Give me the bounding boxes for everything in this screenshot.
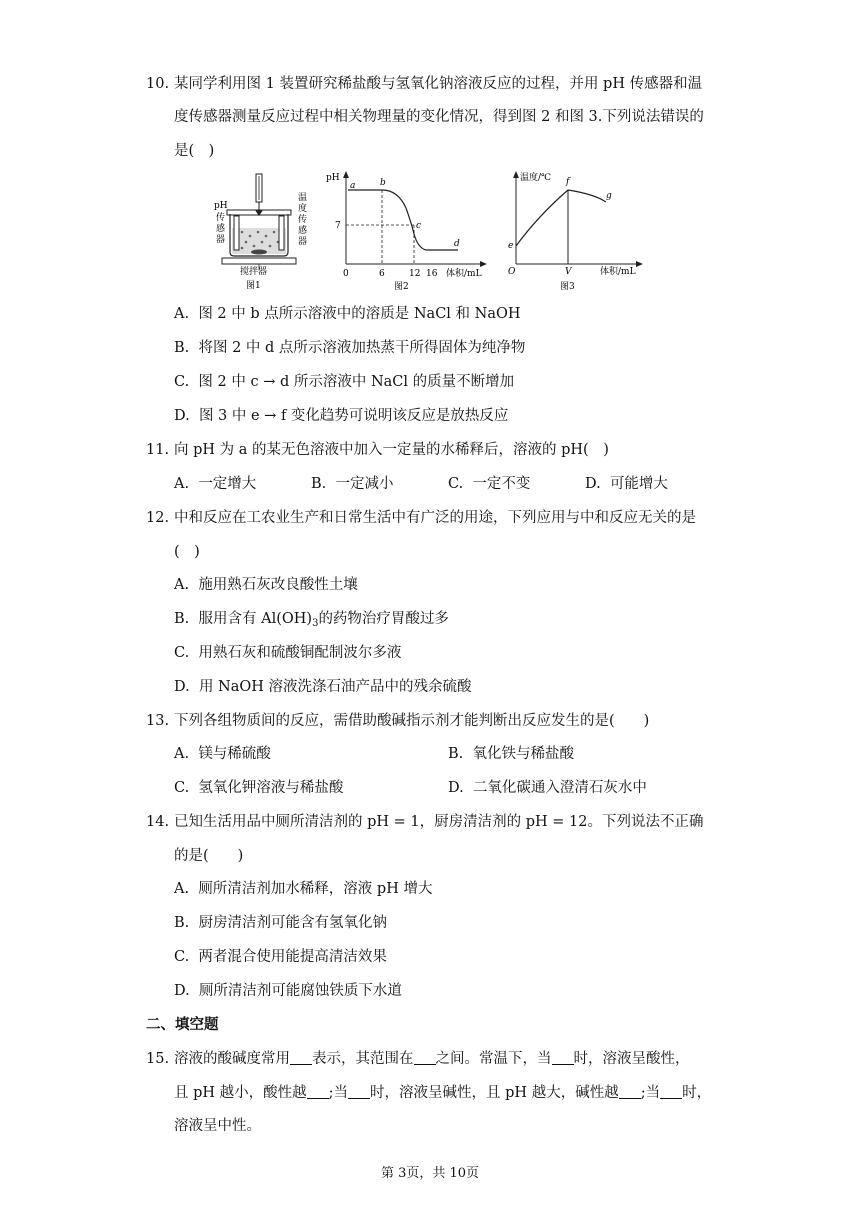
question-11-text: 向 pH 为 a 的某无色溶液中加入一定量的水稀释后，溶液的 pH( ) (174, 442, 609, 458)
svg-text:16: 16 (426, 269, 438, 279)
svg-text:0: 0 (343, 269, 349, 279)
option-c[interactable]: C. 一定不变 (448, 476, 531, 492)
question-15-text-line-3: 溶液呈中性。 (174, 1118, 261, 1134)
question-13-text: 下列各组物质间的反应，需借助酸碱指示剂才能判断出反应发生的是( ) (174, 713, 650, 729)
fig3-y-label: 温度/℃ (520, 173, 552, 183)
point-e: e (508, 241, 514, 251)
ph-sensor-label: pH (214, 201, 228, 211)
option-d[interactable]: D. 可能增大 (585, 476, 668, 492)
question-10-text-line-2: 度传感器测量反应过程中相关物理量的变化情况，得到图 2 和图 3.下列说法错误的 (174, 109, 704, 125)
answer-blank[interactable] (307, 1084, 329, 1099)
option-d[interactable]: D. 图 3 中 e → f 变化趋势可说明该反应是放热反应 (174, 408, 509, 424)
fig2-y-label: pH (326, 173, 340, 183)
option-b[interactable]: B. 服用含有 $Al(OH)_3$的药物治疗胃酸过多 (174, 611, 449, 629)
page-footer: 第 3页，共 10页 (380, 1166, 480, 1181)
point-a: a (350, 181, 356, 191)
question-12-text-line-1: 中和反应在工农业生产和日常生活中有广泛的用途，下列应用与中和反应无关的是 (174, 510, 696, 526)
option-b[interactable]: B. 一定减小 (311, 476, 394, 492)
answer-blank[interactable] (414, 1050, 436, 1065)
option-c[interactable]: C. 图 2 中 c → d 所示溶液中 NaCl 的质量不断增加 (174, 374, 515, 390)
option-a[interactable]: A. 一定增大 (174, 476, 257, 492)
answer-blank[interactable] (660, 1084, 682, 1099)
figure-3-temperature-curve (502, 168, 650, 292)
question-number: 12. (146, 510, 170, 526)
point-g: g (606, 191, 612, 201)
svg-text:感: 感 (216, 224, 226, 234)
svg-text:传: 传 (216, 213, 226, 223)
svg-text:器: 器 (216, 235, 226, 245)
option-d[interactable]: D. 厕所清洁剂可能腐蚀铁质下水道 (174, 983, 402, 999)
option-c[interactable]: C. 两者混合使用能提高清洁效果 (174, 949, 387, 965)
svg-text:度: 度 (298, 204, 308, 214)
point-d: d (454, 239, 460, 249)
answer-blank[interactable] (290, 1050, 312, 1065)
question-number: 15. (146, 1051, 170, 1067)
answer-blank[interactable] (619, 1084, 641, 1099)
answer-blank[interactable] (348, 1084, 370, 1099)
option-c[interactable]: C. 氢氧化钾溶液与稀盐酸 (174, 780, 344, 796)
point-c: c (416, 221, 422, 231)
answer-blank[interactable] (552, 1050, 574, 1065)
question-15-text-line-2: 且 pH 越小，酸性越 ;当 时，溶液呈碱性，且 pH 越大，碱性越 ;当 时， (174, 1085, 712, 1101)
figure-1-apparatus (212, 170, 312, 292)
option-c[interactable]: C. 用熟石灰和硫酸铜配制波尔多液 (174, 645, 402, 661)
option-b[interactable]: B. 厨房清洁剂可能含有氢氧化钠 (174, 915, 387, 931)
point-f: f (566, 177, 570, 187)
fig3-x-tick: V (565, 267, 572, 277)
option-b[interactable]: B. 氧化铁与稀盐酸 (448, 746, 574, 762)
question-number: 14. (146, 814, 170, 830)
stirrer-label: 搅拌器 (240, 267, 268, 277)
section-heading: 二、填空题 (146, 1016, 219, 1033)
fig3-x-label: 体积/mL (600, 267, 636, 277)
option-a[interactable]: A. 镁与稀硫酸 (174, 746, 271, 762)
figure-3-caption: 图3 (560, 282, 575, 292)
figure-2-caption: 图2 (394, 282, 409, 292)
svg-text:感: 感 (298, 226, 308, 236)
question-14-text-line-2: 的是( ) (174, 848, 244, 864)
question-10-text-line-3: 是( ) (174, 143, 215, 159)
option-d[interactable]: D. 二氧化碳通入澄清石灰水中 (448, 780, 647, 796)
svg-text:器: 器 (298, 237, 308, 247)
question-number: 11. (146, 442, 170, 458)
option-a[interactable]: A. 施用熟石灰改良酸性土壤 (174, 577, 358, 593)
fig2-y-tick: 7 (335, 221, 341, 231)
svg-text:传: 传 (298, 215, 308, 225)
temp-sensor-label: 温 (298, 193, 308, 203)
question-number: 13. (146, 713, 170, 729)
point-b: b (380, 178, 386, 188)
question-10-text-line-1: 某同学利用图 1 装置研究稀盐酸与氢氧化钠溶液反应的过程，并用 pH 传感器和温 (174, 76, 703, 92)
fig3-origin: O (508, 267, 516, 277)
question-14-text-line-1: 已知生活用品中厕所清洁剂的 pH = 1，厨房清洁剂的 pH = 12。下列说法不正确 (174, 814, 704, 830)
option-d[interactable]: D. 用 NaOH 溶液洗涤石油产品中的残余硫酸 (174, 679, 472, 695)
option-a[interactable]: A. 厕所清洁剂加水稀释，溶液 pH 增大 (174, 881, 433, 897)
question-number: 10. (146, 76, 170, 92)
figure-1-caption: 图1 (246, 281, 261, 291)
question-15-text-line-1: 溶液的酸碱度常用 表示，其范围在 之间。常温下，当 时，溶液呈酸性， (174, 1051, 690, 1067)
fig2-x-label: 体积/mL (446, 269, 482, 279)
svg-text:12: 12 (409, 269, 421, 279)
option-b[interactable]: B. 将图 2 中 d 点所示溶液加热蒸干所得固体为纯净物 (174, 340, 526, 356)
figure-2-ph-curve (322, 168, 492, 292)
svg-text:6: 6 (379, 269, 385, 279)
option-a[interactable]: A. 图 2 中 b 点所示溶液中的溶质是 NaCl 和 NaOH (174, 306, 521, 322)
question-12-text-line-2: ( ) (174, 544, 200, 560)
